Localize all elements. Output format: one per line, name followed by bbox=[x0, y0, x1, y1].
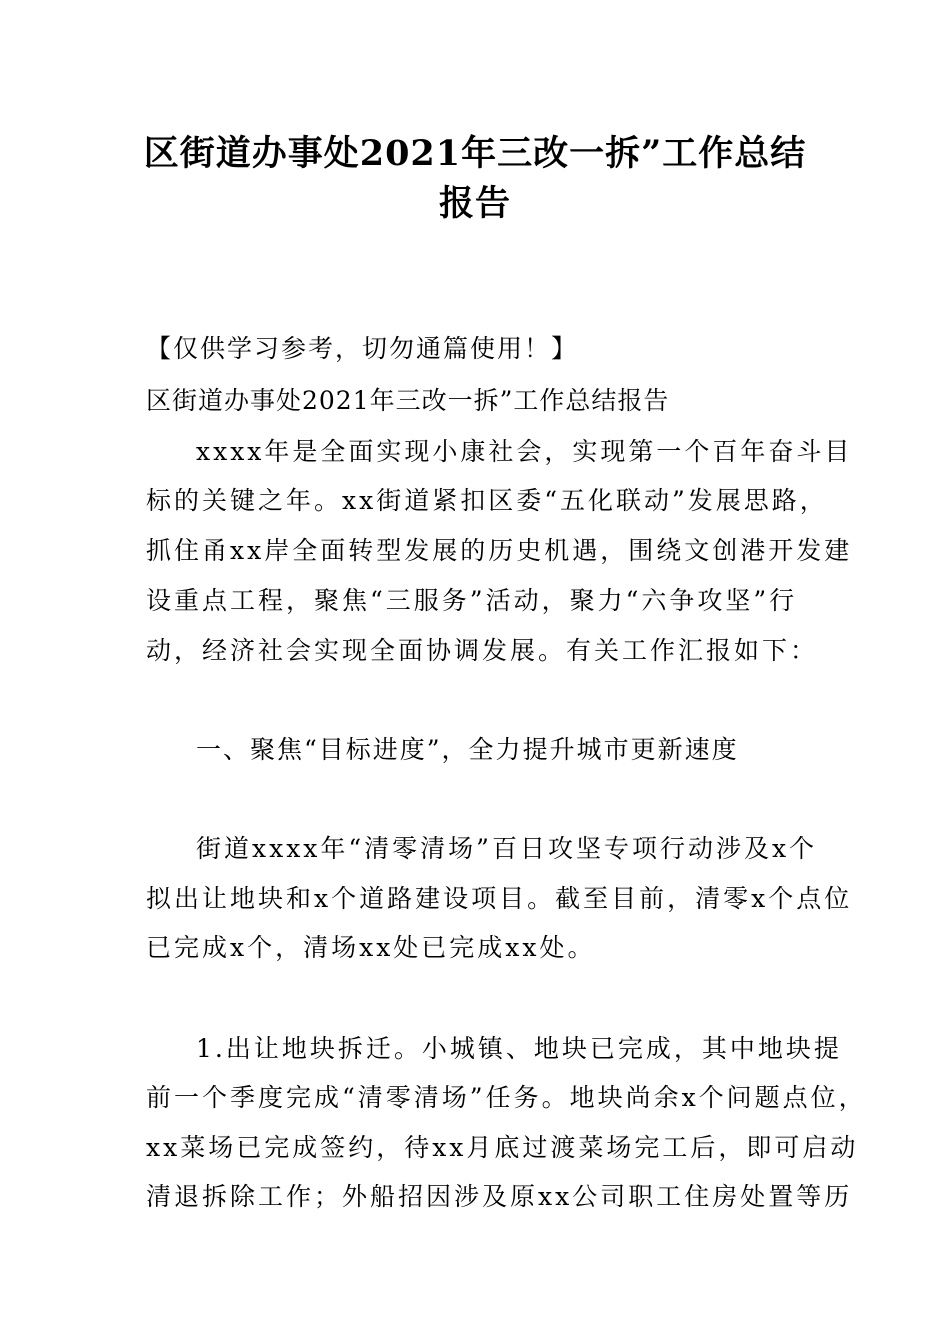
intro-line: 设重点工程，聚焦“三服务”活动，聚力“六争攻坚”行 bbox=[146, 586, 798, 615]
section-paragraph-line: 已完成x个，清场xx处已完成xx处。 bbox=[146, 933, 596, 962]
item-paragraph-line: 清退拆除工作；外船招因涉及原xx公司职工住房处置等历 bbox=[146, 1182, 853, 1211]
document-subtitle: 区街道办事处2021年三改一拆”工作总结报告 bbox=[146, 386, 670, 415]
section-paragraph-line: 拟出让地块和x个道路建设项目。截至目前，清零x个点位 bbox=[146, 884, 853, 913]
intro-line: xxxx年是全面实现小康社会，实现第一个百年奋斗目 bbox=[196, 437, 853, 466]
section-paragraph-line: 街道xxxx年“清零清场”百日攻坚专项行动涉及x个 bbox=[196, 834, 818, 863]
item-paragraph-line: xx菜场已完成签约，待xx月底过渡菜场完工后，即可启动 bbox=[146, 1133, 859, 1162]
section-heading: 一、聚焦“目标进度”，全力提升城市更新速度 bbox=[196, 735, 739, 764]
item-paragraph-line: 1.出让地块拆迁。小城镇、地块已完成，其中地块提 bbox=[196, 1034, 842, 1063]
document-title-line-2: 报告 bbox=[438, 183, 511, 224]
intro-line: 动，经济社会实现全面协调发展。有关工作汇报如下： bbox=[146, 636, 819, 665]
usage-notice: 【仅供学习参考，切勿通篇使用！】 bbox=[146, 334, 579, 363]
intro-line: 标的关键之年。xx街道紧扣区委“五化联动”发展思路， bbox=[146, 486, 828, 515]
item-paragraph-line: 前一个季度完成“清零清场”任务。地块尚余x个问题点位， bbox=[146, 1083, 867, 1112]
intro-line: 抓住甬xx岸全面转型发展的历史机遇，围绕文创港开发建 bbox=[146, 536, 853, 565]
document-title-line-1: 区街道办事处2021年三改一拆”工作总结 bbox=[143, 133, 807, 174]
